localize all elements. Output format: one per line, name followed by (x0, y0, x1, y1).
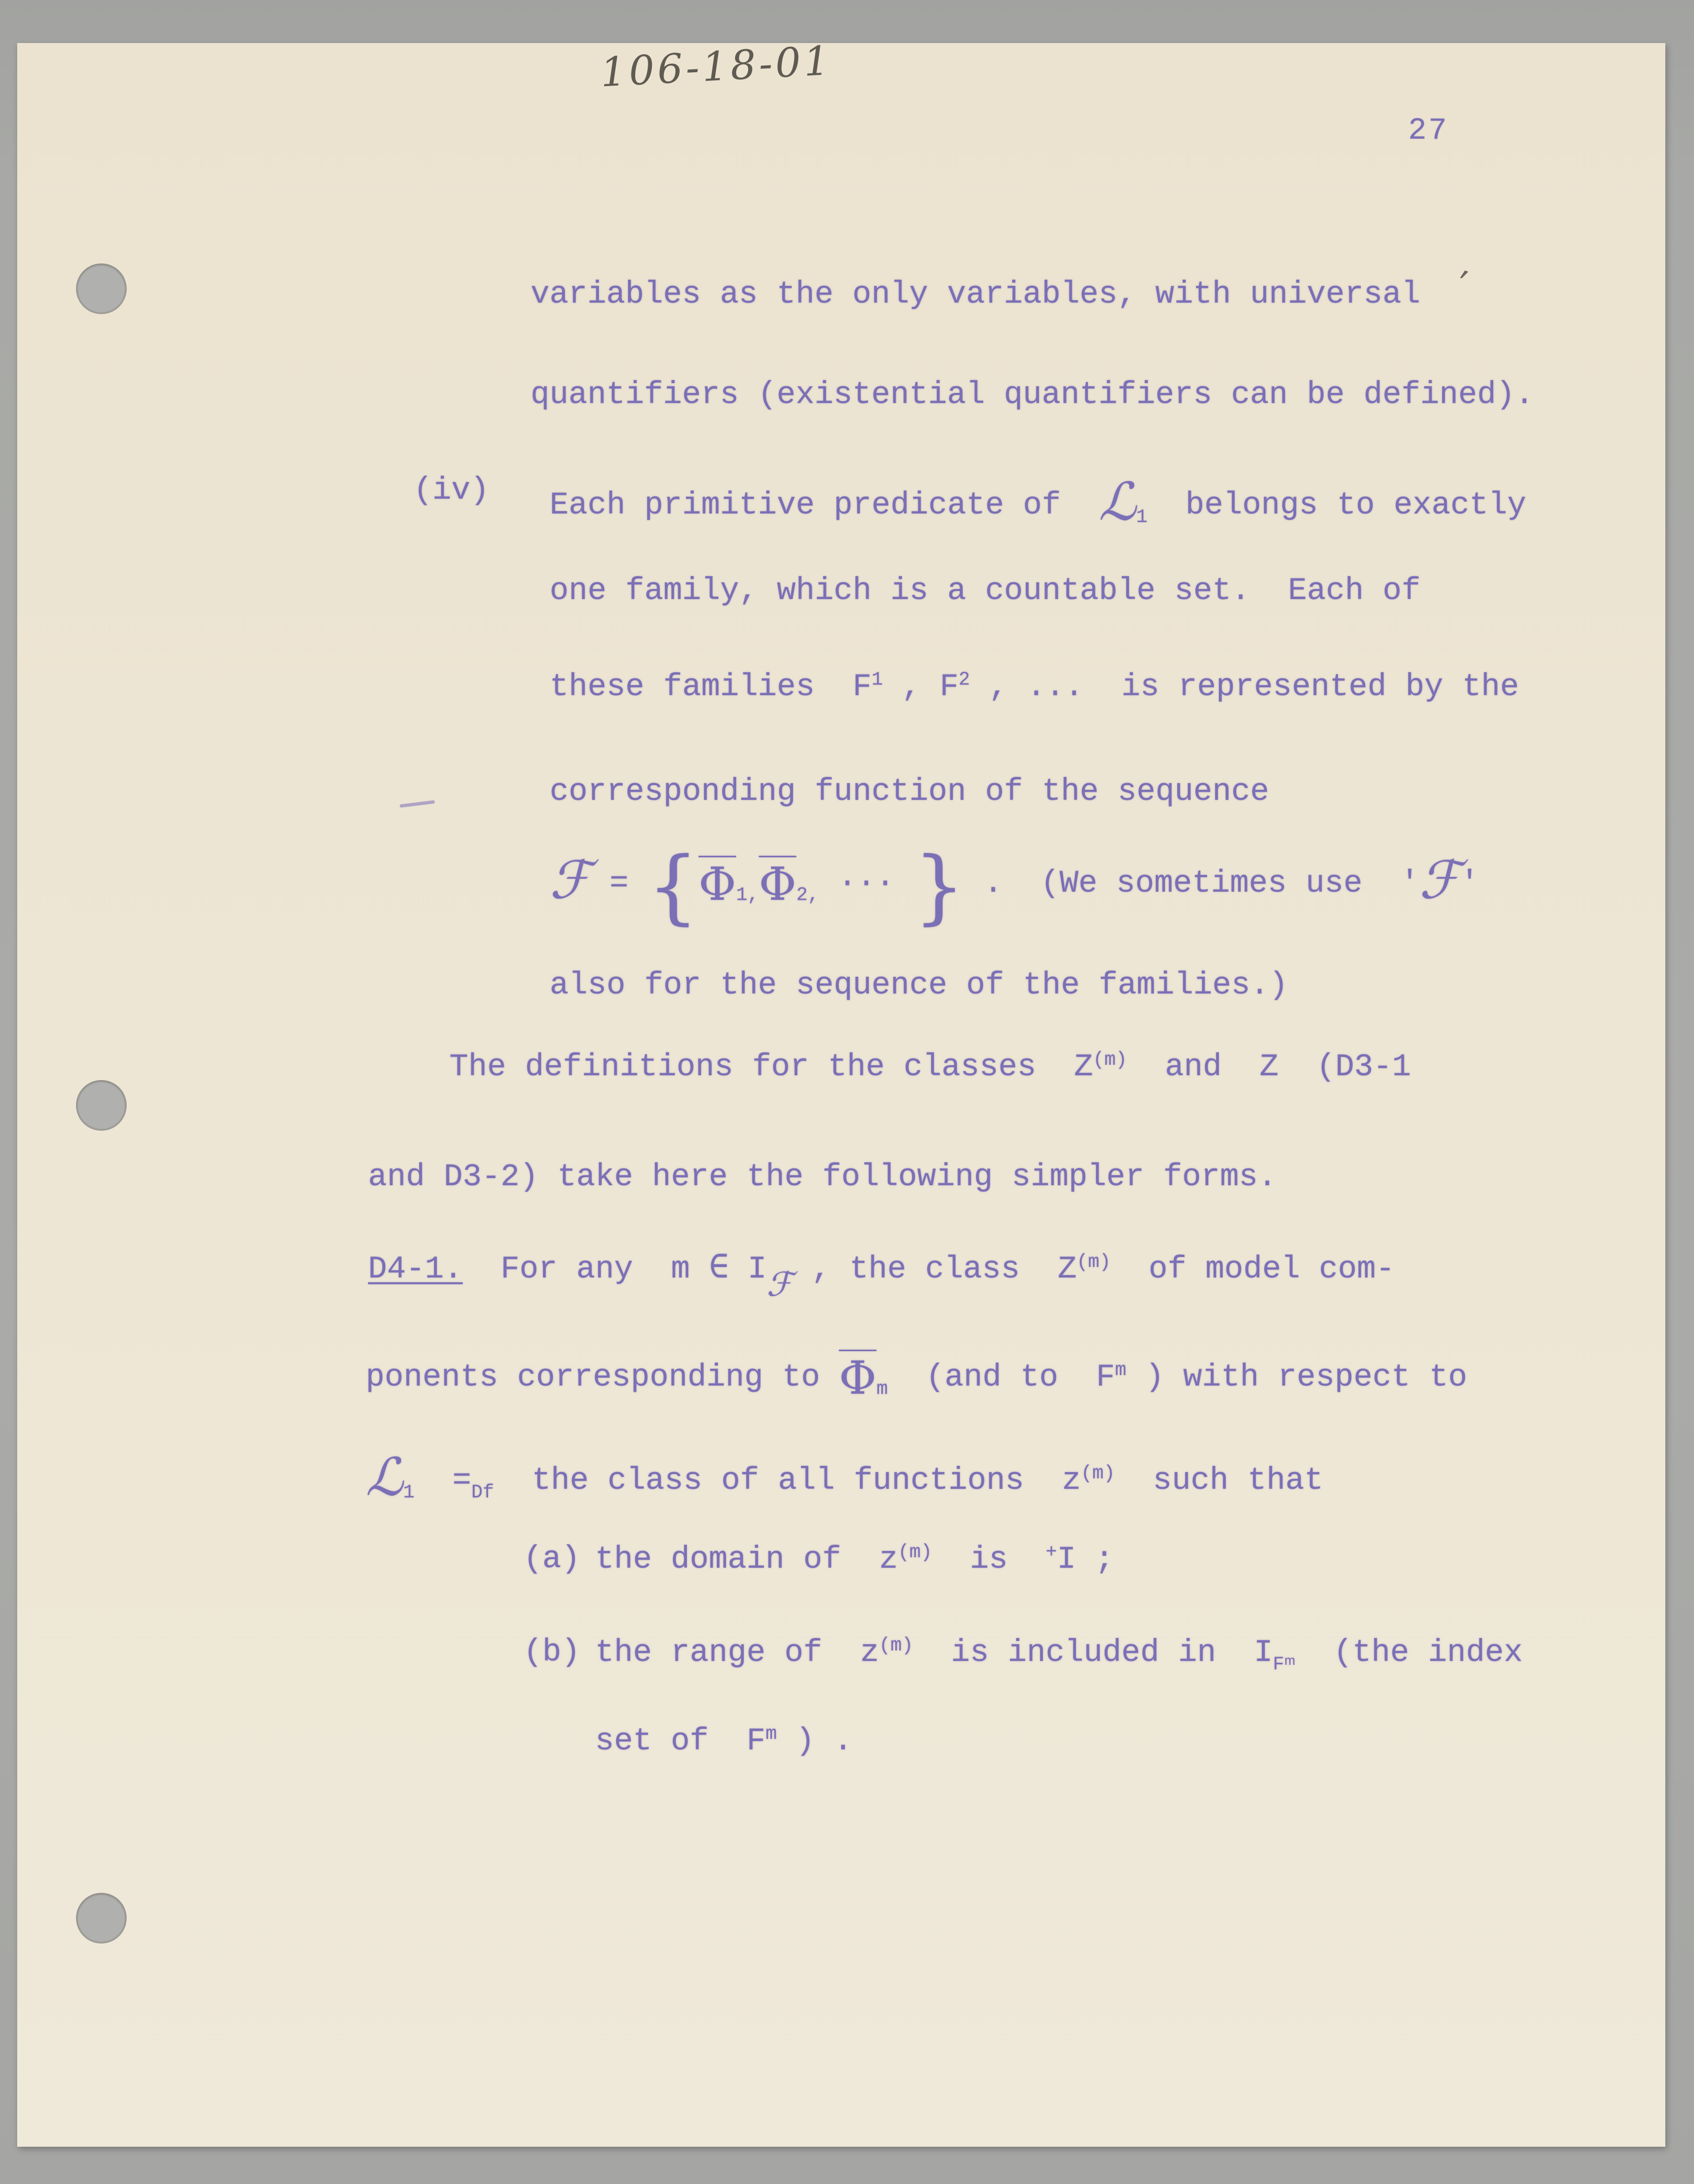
segment-sup: (m) (1081, 1463, 1115, 1485)
typed-line-12 (366, 1353, 1467, 1403)
hole-punch-bottom (76, 1893, 127, 1944)
segment-sub: 1 (1136, 506, 1148, 528)
hole-punch-middle (76, 1080, 127, 1131)
hole-punch-top (76, 263, 127, 314)
segment-script: ℒ (366, 1447, 403, 1507)
segment-text: one family, which is a countable set. Each of (550, 573, 1421, 609)
segment-sub: Fᵐ (1272, 1653, 1296, 1675)
segment-text: belongs to exactly (1147, 487, 1526, 523)
segment-text: set of F (595, 1723, 766, 1759)
segment-elem: ∈ (708, 1250, 729, 1288)
segment-text: Each primitive predicate of (550, 487, 1099, 523)
typed-line-13 (366, 1449, 1323, 1506)
typed-line-2 (531, 378, 1534, 413)
segment-sup: (m) (1076, 1251, 1111, 1273)
stray-ink-dash (400, 800, 435, 808)
segment-text: (the index (1295, 1634, 1523, 1671)
segment-sup: 2 (958, 669, 970, 690)
segment-sub: 1 (403, 1481, 415, 1503)
typed-line-3 (550, 473, 1526, 531)
segment-script: ℒ (1098, 471, 1137, 532)
segment-sub: 2, (796, 884, 819, 906)
page-number: 27 (1408, 114, 1449, 148)
stray-pen-tick: ’ (1448, 266, 1475, 301)
item-label-a (523, 1542, 580, 1577)
segment-text: , ... is represented by the (970, 668, 1519, 705)
typed-line-8 (550, 968, 1288, 1003)
segment-sup: (m) (1093, 1049, 1127, 1070)
segment-sup: m (765, 1723, 777, 1745)
segment-text: of model com- (1110, 1251, 1395, 1287)
segment-script: ℱ (550, 849, 591, 910)
manuscript-paper-sheet (17, 37, 1665, 2147)
segment-script: ℱ (1419, 849, 1460, 910)
segment-sup: 1 (871, 669, 883, 690)
typed-line-4 (550, 574, 1421, 609)
segment-sup: (m) (898, 1541, 932, 1563)
typed-line-11 (368, 1251, 1395, 1303)
segment-text: these families F (550, 668, 872, 705)
item-label-iv (413, 473, 489, 508)
segment-sub: 1, (736, 884, 759, 906)
segment-sup: + (1045, 1541, 1057, 1563)
segment-phi: $\overline{\Phi}$ (698, 857, 736, 911)
typed-line-15 (595, 1635, 1523, 1675)
segment-text: , F (883, 668, 959, 705)
segment-sup: (m) (879, 1635, 913, 1656)
segment-text: (b) (523, 1634, 580, 1670)
archive-code-pencil-note: 106-18-01 (599, 37, 834, 96)
typed-line-7-formula (550, 842, 1479, 931)
segment-text: I ; (1057, 1541, 1114, 1577)
segment-scriptsub: ℱ (766, 1266, 793, 1304)
segment-phi: $\overline{\Phi}$ (839, 1351, 877, 1405)
segment-text: . (We sometimes use ' (965, 865, 1420, 901)
typed-line-10 (368, 1160, 1277, 1195)
segment-text: ) with respect to (1126, 1359, 1467, 1395)
segment-text: , the class Z (793, 1251, 1077, 1287)
typed-line-9 (449, 1049, 1411, 1084)
segment-text: (iv) (413, 472, 489, 508)
item-label-b (523, 1635, 580, 1670)
segment-text: (a) (523, 1541, 580, 1577)
segment-text: ··· (819, 865, 914, 901)
segment-text: the class of all functions z (494, 1462, 1081, 1498)
segment-text: is (932, 1541, 1046, 1577)
segment-text: ' (1460, 865, 1479, 901)
segment-sub: Df (471, 1481, 494, 1503)
segment-u: D4-1. (368, 1251, 463, 1287)
typed-line-1 (531, 277, 1421, 312)
segment-text: ) . (777, 1723, 853, 1759)
segment-brace: } (913, 840, 965, 933)
segment-text: variables as the only variables, with universal (531, 276, 1421, 312)
typed-line-6 (550, 775, 1269, 809)
segment-text: corresponding function of the sequence (550, 774, 1270, 809)
segment-brace: { (647, 840, 699, 933)
typed-line-5 (550, 669, 1519, 704)
segment-text: also for the sequence of the families.) (550, 967, 1288, 1003)
segment-text: the range of z (595, 1634, 880, 1671)
segment-text: ponents corresponding to (366, 1359, 839, 1395)
segment-text: = (414, 1462, 472, 1498)
segment-text: For any m (463, 1251, 709, 1287)
segment-phi: $\overline{\Phi}$ (759, 857, 796, 911)
typed-line-14 (595, 1542, 1114, 1577)
segment-text: I (728, 1251, 767, 1287)
segment-text: and Z (D3-1 (1127, 1048, 1411, 1085)
segment-sup: m (1115, 1359, 1127, 1381)
segment-text: is included in I (913, 1634, 1273, 1671)
segment-text: The definitions for the classes Z (449, 1048, 1093, 1085)
segment-text: such that (1115, 1462, 1324, 1498)
segment-text: the domain of z (595, 1541, 898, 1577)
segment-text: (and to F (888, 1359, 1115, 1395)
segment-sub: m (876, 1378, 888, 1400)
segment-text: quantifiers (existential quantifiers can be defined). (531, 377, 1534, 413)
typed-line-16 (595, 1724, 853, 1758)
segment-text: = (590, 865, 648, 901)
segment-text: and D3-2) take here the following simpler forms. (368, 1159, 1277, 1195)
